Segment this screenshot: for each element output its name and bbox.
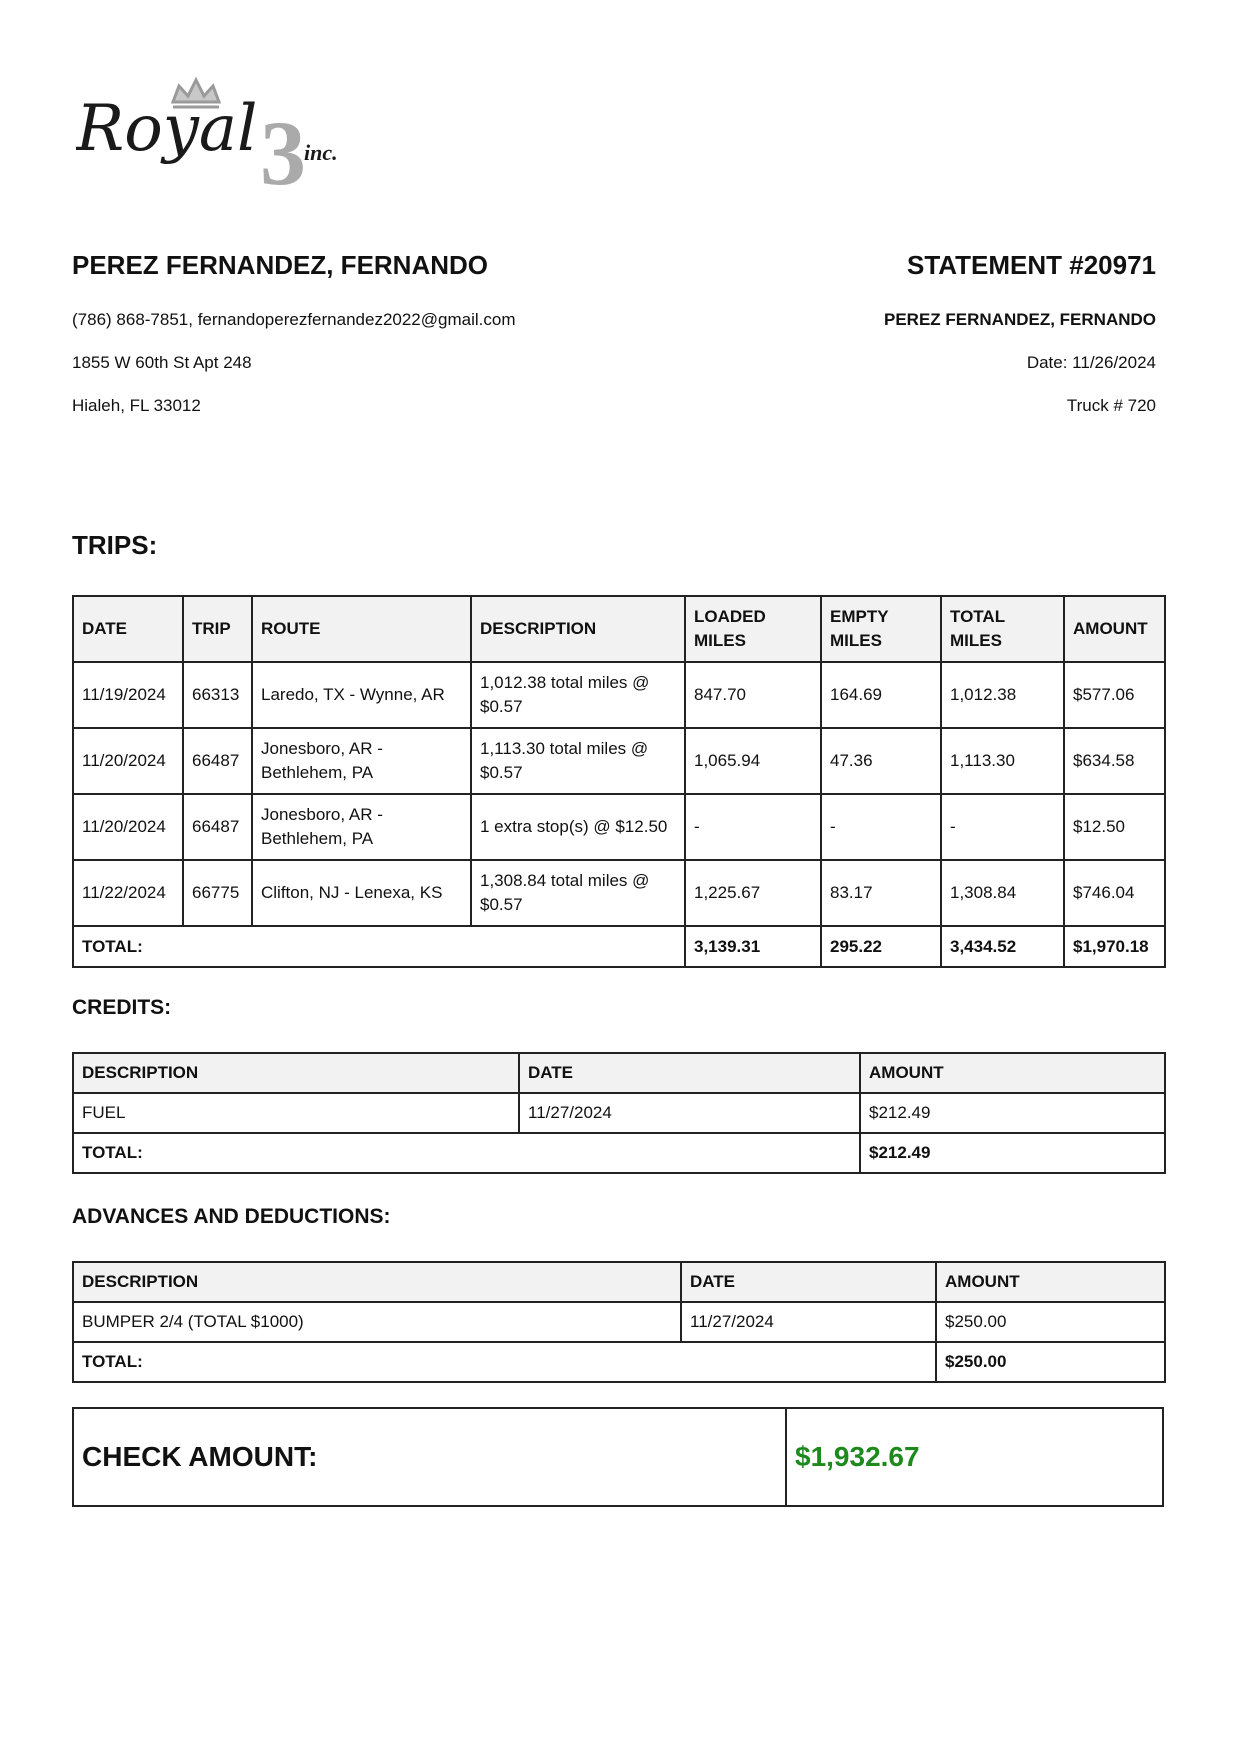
- table-cell: $577.06: [1064, 662, 1165, 728]
- credits-header-row: [73, 1053, 1165, 1093]
- trips-table: [72, 595, 1166, 968]
- table-cell: 1,113.30 total miles @ $0.57: [471, 728, 685, 794]
- table-cell: -: [821, 794, 941, 860]
- table-cell: 1,308.84 total miles @ $0.57: [471, 860, 685, 926]
- table-cell: 1,065.94: [685, 728, 821, 794]
- check-amount-label: CHECK AMOUNT:: [74, 1409, 787, 1505]
- column-header: TOTAL MILES: [941, 596, 1064, 662]
- table-cell: $746.04: [1064, 860, 1165, 926]
- table-cell: 11/20/2024: [73, 794, 183, 860]
- check-amount-box: [72, 1407, 1164, 1507]
- table-cell: Clifton, NJ - Lenexa, KS: [252, 860, 471, 926]
- table-row: [73, 860, 1165, 926]
- column-header: EMPTY MILES: [821, 596, 941, 662]
- column-header: DESCRIPTION: [471, 596, 685, 662]
- table-cell: 1,225.67: [685, 860, 821, 926]
- table-cell: -: [941, 794, 1064, 860]
- table-cell: 11/19/2024: [73, 662, 183, 728]
- table-cell: 11/22/2024: [73, 860, 183, 926]
- logo-suffix: inc.: [304, 140, 338, 165]
- table-cell: $212.49: [860, 1093, 1165, 1133]
- total-empty-miles: 295.22: [821, 926, 941, 967]
- table-cell: FUEL: [73, 1093, 519, 1133]
- logo-numeral: 3: [260, 102, 306, 202]
- table-cell: 66487: [183, 794, 252, 860]
- driver-address-line1: 1855 W 60th St Apt 248: [72, 353, 252, 372]
- table-cell: 1,012.38 total miles @ $0.57: [471, 662, 685, 728]
- driver-contact: (786) 868-7851, fernandoperezfernandez2022@gmail.com: [72, 310, 516, 329]
- table-cell: Jonesboro, AR - Bethlehem, PA: [252, 794, 471, 860]
- column-header: LOADED MILES: [685, 596, 821, 662]
- table-cell: Laredo, TX - Wynne, AR: [252, 662, 471, 728]
- statement-name: PEREZ FERNANDEZ, FERNANDO: [883, 310, 1156, 329]
- trips-header-row: [73, 596, 1165, 662]
- total-label: TOTAL:: [73, 926, 685, 967]
- deductions-table: [72, 1261, 1166, 1383]
- deductions-header-row: [73, 1262, 1165, 1302]
- total-amount: $1,970.18: [1064, 926, 1165, 967]
- table-cell: 1,012.38: [941, 662, 1064, 728]
- table-cell: 847.70: [685, 662, 821, 728]
- company-logo: [76, 72, 396, 202]
- driver-name-heading: PEREZ FERNANDEZ, FERNANDO: [72, 250, 489, 280]
- table-row: [73, 794, 1165, 860]
- table-cell: 83.17: [821, 860, 941, 926]
- table-cell: 11/27/2024: [681, 1302, 936, 1342]
- table-cell: 47.36: [821, 728, 941, 794]
- table-cell: Jonesboro, AR - Bethlehem, PA: [252, 728, 471, 794]
- table-cell: 66487: [183, 728, 252, 794]
- table-cell: $250.00: [936, 1302, 1165, 1342]
- column-header: AMOUNT: [936, 1262, 1165, 1302]
- trips-total-row: [73, 926, 1165, 967]
- column-header: DESCRIPTION: [73, 1262, 681, 1302]
- table-cell: 11/20/2024: [73, 728, 183, 794]
- total-total-miles: 3,434.52: [941, 926, 1064, 967]
- table-row: [73, 728, 1165, 794]
- column-header: AMOUNT: [1064, 596, 1165, 662]
- column-header: AMOUNT: [860, 1053, 1165, 1093]
- table-cell: 66313: [183, 662, 252, 728]
- total-amount: $212.49: [860, 1133, 1165, 1173]
- column-header: TRIP: [183, 596, 252, 662]
- table-cell: $12.50: [1064, 794, 1165, 860]
- table-cell: -: [685, 794, 821, 860]
- total-loaded-miles: 3,139.31: [685, 926, 821, 967]
- credits-heading: CREDITS:: [72, 996, 172, 1019]
- total-amount: $250.00: [936, 1342, 1165, 1382]
- column-header: DATE: [73, 596, 183, 662]
- total-label: TOTAL:: [73, 1133, 860, 1173]
- table-cell: 1,308.84: [941, 860, 1064, 926]
- table-cell: 11/27/2024: [519, 1093, 860, 1133]
- column-header: ROUTE: [252, 596, 471, 662]
- deductions-heading: ADVANCES AND DEDUCTIONS:: [72, 1205, 391, 1228]
- check-amount-value: $1,932.67: [795, 1441, 920, 1472]
- table-row: [73, 1302, 1165, 1342]
- column-header: DATE: [519, 1053, 860, 1093]
- column-header: DATE: [681, 1262, 936, 1302]
- table-cell: $634.58: [1064, 728, 1165, 794]
- statement-title: STATEMENT #20971: [906, 250, 1156, 280]
- table-cell: 1,113.30: [941, 728, 1064, 794]
- table-cell: BUMPER 2/4 (TOTAL $1000): [73, 1302, 681, 1342]
- table-row: [73, 1093, 1165, 1133]
- table-row: [73, 662, 1165, 728]
- credits-table: [72, 1052, 1166, 1174]
- total-label: TOTAL:: [73, 1342, 936, 1382]
- table-cell: 66775: [183, 860, 252, 926]
- column-header: DESCRIPTION: [73, 1053, 519, 1093]
- table-cell: 1 extra stop(s) @ $12.50: [471, 794, 685, 860]
- driver-address-line2: Hialeh, FL 33012: [72, 396, 201, 415]
- logo-wordmark: Royal: [76, 92, 258, 166]
- table-cell: 164.69: [821, 662, 941, 728]
- statement-date: Date: 11/26/2024: [1026, 353, 1156, 372]
- truck-number: Truck # 720: [1066, 396, 1156, 415]
- trips-heading: TRIPS:: [72, 530, 158, 560]
- deductions-total-row: [73, 1342, 1165, 1382]
- credits-total-row: [73, 1133, 1165, 1173]
